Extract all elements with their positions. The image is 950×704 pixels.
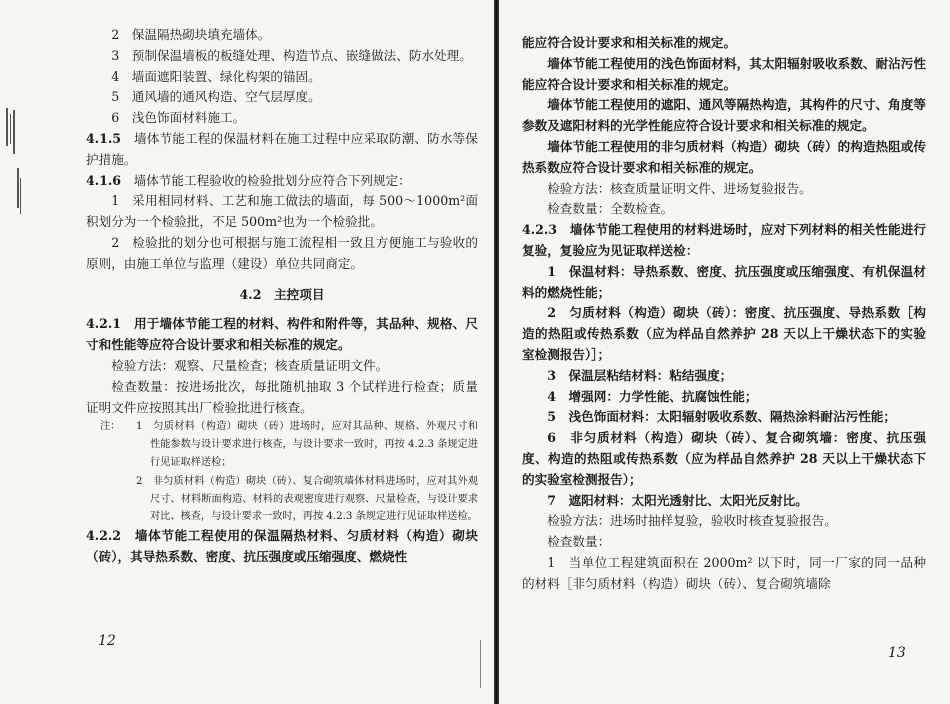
clause-text: 墙体节能工程的保温材料在施工过程中应采取防潮、防水等保护措施。 <box>86 130 479 167</box>
clause-continuation: 能应符合设计要求和相关标准的规定。 <box>522 35 737 50</box>
list-item: 2 保温隔热砌块填充墙体。 <box>111 27 271 42</box>
check-quantity: 检查数量： <box>547 534 611 550</box>
right-page <box>502 0 950 704</box>
note-item: 2 非匀质材料（构造）砌块（砖）、复合砌筑墙体材料进场时，应对其外观尺寸、材料断面构造、材料的表观密度进行观察、尺量检查，与设计要求对比、核查，与设计要求一致时，再按 4.2.3 条规定进行见证取样送检。 <box>136 475 478 523</box>
note-block <box>100 418 478 526</box>
clause-number: 4.1.5 <box>86 130 122 146</box>
check-method: 检验方法：核查质量证明文件、进场复验报告。 <box>547 180 812 196</box>
check-method: 检验方法：进场时抽样复验，验收时核查复验报告。 <box>547 513 837 529</box>
clause-4-2-1 <box>86 314 478 356</box>
clause-text: 墙体节能工程验收的检验批划分应符合下列规定： <box>133 172 411 188</box>
clause-text: 墙体节能工程使用的保温隔热材料、匀质材料（构造）砌块（砖），其导热系数、密度、抗压强度或压缩强度、燃烧性 <box>86 528 479 564</box>
scan-artifact <box>480 640 481 688</box>
page-number: 12 <box>98 633 116 649</box>
list-item: 7 遮阳材料：太阳光透射比、太阳光反射比。 <box>547 492 808 508</box>
book-spine <box>494 0 499 704</box>
clause-number: 4.2.2 <box>86 528 122 544</box>
list-item: 4 墙面遮阳装置、绿化构架的锚固。 <box>111 68 321 84</box>
list-item: 3 预制保温墙板的板缝处理、构造节点、嵌缝做法、防水处理。 <box>111 47 472 63</box>
list-item: 1 采用相同材料、工艺和施工做法的墙面，每 500～1000m²面积划分为一个检验批，不足 500m²也为一个检验批。 <box>86 193 478 230</box>
note-item: 注： 1 匀质材料（构造）砌块（砖）进场时，应对其品种、规格、外观尺寸和性能参数与设计要求进行核查，与设计要求一致时，再按 4.2.3 条规定进行见证取样送检； <box>114 418 478 471</box>
clause-paragraph: 墙体节能工程使用的遮阳、通风等隔热构造，其构件的尺寸、角度等参数及遮阳材料的光学性能应符合设计要求和相关标准的规定。 <box>522 97 926 134</box>
check-method: 检验方法：观察、尺量检查；核查质量证明文件。 <box>111 357 389 373</box>
clause-4-2-3 <box>522 220 926 262</box>
clause-text: 用于墙体节能工程的材料、构件和附件等，其品种、规格、尺寸和性能等应符合设计要求和相关标准的规定。 <box>86 316 479 353</box>
clause-number: 4.1.6 <box>86 172 122 188</box>
list-item: 1 保温材料：导热系数、密度、抗压强度或压缩强度、有机保温材料的燃烧性能； <box>522 263 926 300</box>
clause-text: 墙体节能工程使用的材料进场时，应对下列材料的相关性能进行复验，复验应为见证取样送检： <box>522 222 927 258</box>
list-item: 2 匀质材料（构造）砌块（砖）：密度、抗压强度、导热系数［构造的热阻或传热系数（应为样品自然养护 28 天以上干燥状态下的实验室检测报告）］； <box>522 305 926 362</box>
left-column <box>86 25 478 568</box>
check-quantity: 检查数量：全数检查。 <box>547 201 674 217</box>
list-item: 5 浅色饰面材料：太阳辐射吸收系数、隔热涂料耐沾污性能； <box>547 409 896 425</box>
section-title: 4.2 主控项目 <box>239 286 325 302</box>
list-item: 1 当单位工程建筑面积在 2000m² 以下时，同一厂家的同一品种的材料［非匀质材料（构造）砌块（砖）、复合砌筑墙除 <box>522 554 926 591</box>
list-item: 5 通风墙的通风构造、空气层厚度。 <box>111 89 321 105</box>
clause-4-1-5 <box>86 129 478 171</box>
note-label: 注： <box>100 421 121 433</box>
clause-paragraph: 墙体节能工程使用的非匀质材料（构造）砌块（砖）的构造热阻或传热系数应符合设计要求和相关标准的规定。 <box>522 138 926 175</box>
page-number: 13 <box>888 645 906 661</box>
list-item: 2 检验批的划分也可根据与施工流程相一致且方便施工与验收的原则，由施工单位与监理（建设）单位共同商定。 <box>86 234 478 271</box>
list-item: 6 非匀质材料（构造）砌块（砖）、复合砌筑墙：密度、抗压强度、构造的热阻或传热系数（应为样品自然养护 28 天以上干燥状态下的实验室检测报告）； <box>522 430 926 487</box>
clause-4-1-6 <box>86 171 478 192</box>
clause-number: 4.2.3 <box>522 222 558 238</box>
clause-paragraph: 墙体节能工程使用的浅色饰面材料，其太阳辐射吸收系数、耐沾污性能应符合设计要求和相关标准的规定。 <box>522 55 926 92</box>
scan-margin-marks <box>4 108 22 228</box>
list-item: 4 增强网：力学性能、抗腐蚀性能； <box>547 388 758 404</box>
list-item: 3 保温层粘结材料：粘结强度； <box>547 367 733 383</box>
check-quantity: 检查数量：按进场批次，每批随机抽取 3 个试样进行检查；质量证明文件应按照其出厂检验批进行核查。 <box>86 378 478 415</box>
clause-4-2-2 <box>86 526 478 568</box>
list-item: 6 浅色饰面材料施工。 <box>111 110 246 126</box>
right-column <box>522 33 926 595</box>
clause-number: 4.2.1 <box>86 316 122 332</box>
